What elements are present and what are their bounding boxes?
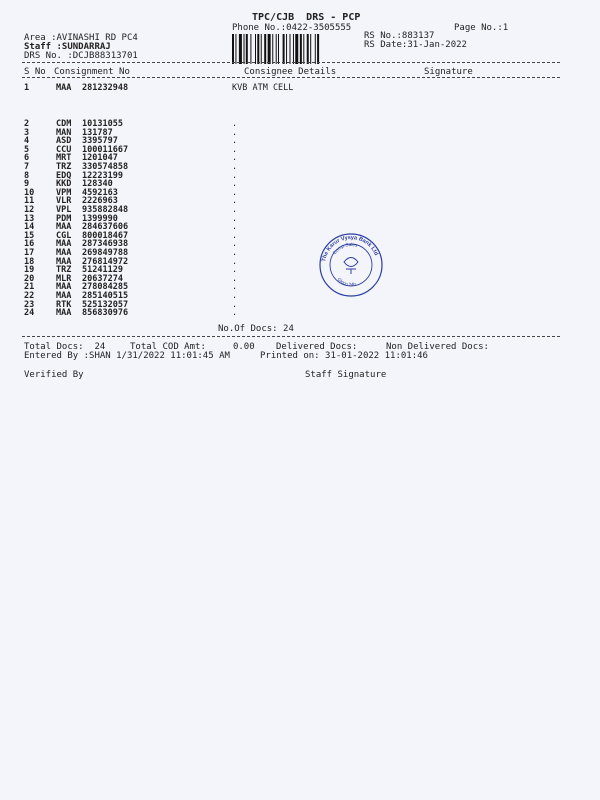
consignee-placeholder-dot: . <box>232 136 238 147</box>
row-code: TRZ <box>56 265 72 276</box>
consignee-placeholder-dot: . <box>232 170 238 181</box>
consignee-placeholder-dot: . <box>232 119 238 129</box>
row-code: RTK <box>56 299 72 310</box>
non-delivered-docs: Non Delivered Docs: <box>386 342 489 352</box>
consignee-placeholder-dot: . <box>232 153 238 164</box>
row-number: 3395797 <box>82 136 118 147</box>
row-sno: 20 <box>24 273 35 284</box>
row-sno: 1 <box>24 83 30 93</box>
divider <box>22 336 560 337</box>
col-signature: Signature <box>424 67 473 77</box>
row-code: MAA <box>56 256 72 267</box>
row-code: MAA <box>56 291 72 301</box>
barcode-bar <box>257 34 259 64</box>
consignee-placeholder-dot: . <box>232 239 238 250</box>
row-sno: 10 <box>24 187 35 198</box>
row-sno: 6 <box>24 153 30 164</box>
divider <box>22 77 560 78</box>
row-code: ASD <box>56 136 72 147</box>
row-number: 281232948 <box>82 83 129 93</box>
stamp-outer-text: The Karur Vysya Bank Ltd <box>321 234 379 263</box>
barcode-bar <box>283 34 285 64</box>
row-sno: 9 <box>24 179 30 190</box>
barcode-bar <box>232 34 234 64</box>
row-number: 935882848 <box>82 205 129 215</box>
consignee-placeholder-dot: . <box>232 162 238 172</box>
table-row <box>22 84 560 93</box>
row-number: 10131055 <box>82 119 123 129</box>
row-sno: 3 <box>24 127 30 138</box>
row-sno: 17 <box>24 248 35 258</box>
consignee-placeholder-dot: . <box>232 282 238 293</box>
row-sno: 22 <box>24 291 35 301</box>
barcode-bar <box>295 34 298 64</box>
area-label: Area :AVINASHI RD PC4 <box>24 33 138 43</box>
barcode-bar <box>250 34 251 64</box>
row-code: MAN <box>56 127 72 138</box>
phone-number: Phone No.:0422-3505555 <box>232 23 352 33</box>
row-number: 1399990 <box>82 213 118 224</box>
consignee-placeholder-dot: . <box>232 291 238 301</box>
divider <box>22 62 560 63</box>
barcode-bar <box>255 34 256 64</box>
consignee-placeholder-dot: . <box>232 144 238 155</box>
barcode-bar <box>290 34 291 64</box>
row-code: MAA <box>56 248 72 258</box>
consignee-placeholder-dot: . <box>232 230 238 241</box>
rs-number: RS No.:883137 <box>364 31 435 41</box>
row-sno: 5 <box>24 144 30 155</box>
row-sno: 24 <box>24 308 35 319</box>
row-number: 287346938 <box>82 239 129 250</box>
barcode-bar <box>293 34 294 64</box>
report-title: TPC/CJB DRS - PCP <box>252 12 361 23</box>
row-code: CGL <box>56 230 72 241</box>
row-sno: 7 <box>24 162 30 172</box>
row-number: 330574858 <box>82 162 129 172</box>
delivered-docs: Delivered Docs: <box>276 342 358 352</box>
row-number: 284637606 <box>82 222 129 233</box>
row-number: 525132057 <box>82 299 129 310</box>
row-sno: 13 <box>24 213 35 224</box>
row-sno: 2 <box>24 119 30 129</box>
row-code: EDQ <box>56 170 72 181</box>
consignee-placeholder-dot: . <box>232 213 238 224</box>
entered-by: Entered By :SHAN 1/31/2022 11:01:45 AM <box>24 351 230 361</box>
barcode-bar <box>272 34 273 64</box>
barcode-bar <box>261 34 262 64</box>
rs-date: RS Date:31-Jan-2022 <box>364 40 467 50</box>
stamp-emblem <box>344 258 358 275</box>
total-cod-amt: Total COD Amt: 0.00 <box>130 342 255 352</box>
barcode-bar <box>239 34 242 64</box>
barcode-bar <box>264 34 266 64</box>
staff-label: Staff :SUNDARRAJ <box>24 42 111 52</box>
row-code: VPM <box>56 187 72 198</box>
row-code: MAA <box>56 282 72 293</box>
row-sno: 19 <box>24 265 35 276</box>
row-sno: 21 <box>24 282 35 293</box>
consignee-placeholder-dot: . <box>232 187 238 198</box>
barcode <box>232 34 352 64</box>
consignee-placeholder-dot: . <box>232 265 238 276</box>
row-sno: 15 <box>24 230 35 241</box>
stamp-inner-top: Comp.Sales <box>331 241 358 256</box>
row-code: MAA <box>56 239 72 250</box>
row-number: 131787 <box>82 127 113 138</box>
row-number: 12223199 <box>82 170 123 181</box>
row-code: TRZ <box>56 162 72 172</box>
row-number: 278084285 <box>82 282 129 293</box>
staff-signature: Staff Signature <box>305 370 387 380</box>
row-code: CDM <box>56 119 72 129</box>
consignee-placeholder-dot: . <box>232 248 238 258</box>
row-code: MAA <box>56 308 72 319</box>
row-number: 276814972 <box>82 256 129 267</box>
row-sno: 18 <box>24 256 35 267</box>
row-sno: 12 <box>24 205 35 215</box>
row-code: PDM <box>56 213 72 224</box>
page-number: Page No.:1 <box>454 23 509 33</box>
col-sno: S No <box>24 67 46 77</box>
barcode-bar <box>276 34 277 64</box>
barcode-bar <box>303 34 304 64</box>
row-number: 285140515 <box>82 291 129 301</box>
row-number: 4592163 <box>82 187 118 198</box>
consignee-placeholder-dot: . <box>232 196 238 207</box>
row-code: MLR <box>56 273 72 284</box>
col-consignee: Consignee Details <box>244 67 337 77</box>
consignee-placeholder-dot: . <box>232 179 238 190</box>
row-sno: 23 <box>24 299 35 310</box>
row-code: MRT <box>56 153 72 164</box>
printed-on: Printed on: 31-01-2022 11:01:46 <box>260 351 428 361</box>
consignee-placeholder-dot: . <box>232 127 238 138</box>
barcode-bar <box>244 34 245 64</box>
row-number: 2226963 <box>82 196 118 207</box>
barcode-bar <box>268 34 271 64</box>
stamp-inner-bottom: Gloco 24h <box>336 276 357 288</box>
row-number: 269849788 <box>82 248 129 258</box>
row-number: 20637274 <box>82 273 123 284</box>
barcode-bar <box>235 34 236 64</box>
row-code: KKD <box>56 179 72 190</box>
row-code: MAA <box>56 222 72 233</box>
barcode-bar <box>286 34 287 64</box>
verified-by: Verified By <box>24 370 84 380</box>
consignee-placeholder-dot: . <box>232 308 238 319</box>
col-consignment: Consignment No <box>54 67 130 77</box>
row-sno: 4 <box>24 136 30 147</box>
row-code: VPL <box>56 205 72 215</box>
row-number: 51241129 <box>82 265 123 276</box>
row-number: 800018467 <box>82 230 129 241</box>
row-number: 100011667 <box>82 144 129 155</box>
row-number: 128340 <box>82 179 113 190</box>
table-row <box>22 309 560 318</box>
row-number: 1201047 <box>82 153 118 164</box>
consignee-placeholder-dot: . <box>232 299 238 310</box>
consignee-placeholder-dot: . <box>232 205 238 215</box>
row-code: CCU <box>56 144 72 155</box>
consignee-placeholder-dot: . <box>232 222 238 233</box>
barcode-bar <box>300 34 302 64</box>
barcode-bar <box>278 34 279 64</box>
row-consignee: KVB ATM CELL <box>232 83 294 93</box>
barcode-bar <box>310 34 311 64</box>
row-sno: 11 <box>24 196 35 207</box>
consignee-placeholder-dot: . <box>232 273 238 284</box>
bank-seal-stamp <box>318 232 384 298</box>
row-sno: 14 <box>24 222 35 233</box>
row-number: 856830976 <box>82 308 129 319</box>
row-sno: 8 <box>24 170 30 181</box>
barcode-bar <box>246 34 248 64</box>
drs-number: DRS No. :DCJB88313701 <box>24 51 138 61</box>
row-sno: 16 <box>24 239 35 250</box>
barcode-bar <box>315 34 316 64</box>
total-docs: Total Docs: 24 <box>24 342 106 352</box>
barcode-bar <box>317 34 319 64</box>
row-code: MAA <box>56 83 72 93</box>
barcode-bar <box>307 34 309 64</box>
consignee-placeholder-dot: . <box>232 256 238 267</box>
row-code: VLR <box>56 196 72 207</box>
no-of-docs: No.Of Docs: 24 <box>218 324 294 334</box>
